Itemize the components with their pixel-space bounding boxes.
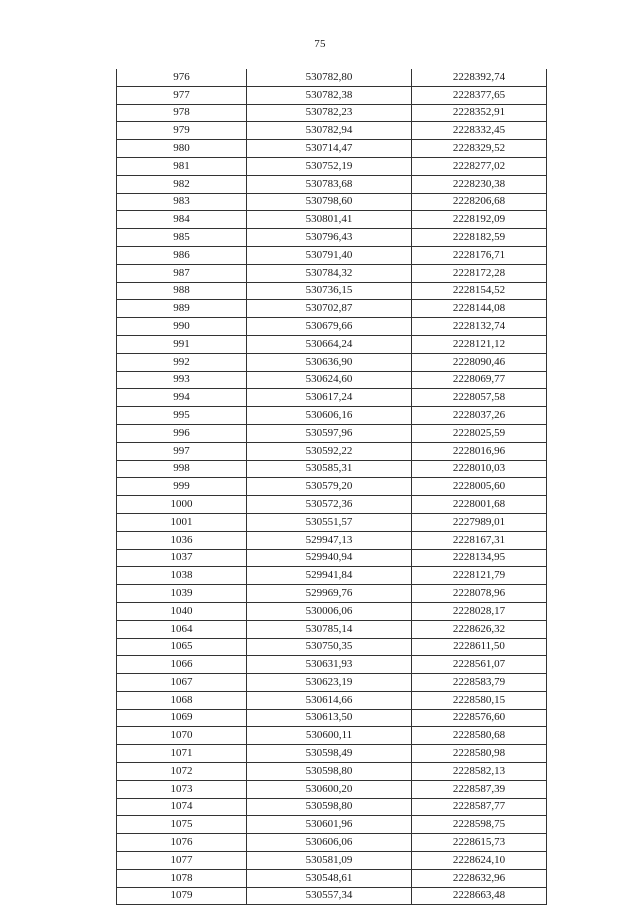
y-coordinate-cell: 2228010,03 (412, 460, 547, 478)
table-row (117, 389, 547, 407)
x-coordinate-cell: 529941,84 (247, 567, 412, 585)
x-coordinate-cell: 530601,96 (247, 816, 412, 834)
y-coordinate-cell: 2228632,96 (412, 869, 547, 887)
table-row (117, 318, 547, 336)
x-coordinate-cell: 530557,34 (247, 887, 412, 905)
x-coordinate-cell: 530679,66 (247, 318, 412, 336)
x-coordinate-cell: 530614,66 (247, 691, 412, 709)
point-number-cell: 1066 (117, 656, 247, 674)
x-coordinate-cell: 530579,20 (247, 478, 412, 496)
y-coordinate-cell: 2228121,79 (412, 567, 547, 585)
table-row (117, 691, 547, 709)
table-row (117, 282, 547, 300)
y-coordinate-cell: 2228277,02 (412, 157, 547, 175)
point-number-cell: 999 (117, 478, 247, 496)
point-number-cell: 1073 (117, 780, 247, 798)
x-coordinate-cell: 530784,32 (247, 264, 412, 282)
y-coordinate-cell: 2228028,17 (412, 602, 547, 620)
table-row (117, 104, 547, 122)
table-row (117, 175, 547, 193)
y-coordinate-cell: 2228206,68 (412, 193, 547, 211)
point-number-cell: 978 (117, 104, 247, 122)
x-coordinate-cell: 530600,20 (247, 780, 412, 798)
point-number-cell: 992 (117, 353, 247, 371)
table-row (117, 478, 547, 496)
y-coordinate-cell: 2228001,68 (412, 496, 547, 514)
table-row (117, 816, 547, 834)
coordinates-table-body (117, 69, 547, 905)
table-row (117, 122, 547, 140)
y-coordinate-cell: 2228598,75 (412, 816, 547, 834)
x-coordinate-cell: 530585,31 (247, 460, 412, 478)
x-coordinate-cell: 530796,43 (247, 229, 412, 247)
point-number-cell: 993 (117, 371, 247, 389)
table-row (117, 869, 547, 887)
x-coordinate-cell: 530783,68 (247, 175, 412, 193)
table-row (117, 513, 547, 531)
point-number-cell: 982 (117, 175, 247, 193)
x-coordinate-cell: 530782,38 (247, 86, 412, 104)
table-row (117, 585, 547, 603)
x-coordinate-cell: 530613,50 (247, 709, 412, 727)
table-row (117, 656, 547, 674)
x-coordinate-cell: 530581,09 (247, 852, 412, 870)
point-number-cell: 996 (117, 424, 247, 442)
y-coordinate-cell: 2228332,45 (412, 122, 547, 140)
point-number-cell: 980 (117, 140, 247, 158)
point-number-cell: 989 (117, 300, 247, 318)
y-coordinate-cell: 2228176,71 (412, 246, 547, 264)
y-coordinate-cell: 2228090,46 (412, 353, 547, 371)
point-number-cell: 1076 (117, 834, 247, 852)
x-coordinate-cell: 530714,47 (247, 140, 412, 158)
point-number-cell: 1037 (117, 549, 247, 567)
y-coordinate-cell: 2228576,60 (412, 709, 547, 727)
point-number-cell: 995 (117, 407, 247, 425)
y-coordinate-cell: 2228037,26 (412, 407, 547, 425)
table-row (117, 157, 547, 175)
point-number-cell: 990 (117, 318, 247, 336)
x-coordinate-cell: 530598,49 (247, 745, 412, 763)
x-coordinate-cell: 530617,24 (247, 389, 412, 407)
table-row (117, 745, 547, 763)
y-coordinate-cell: 2228154,52 (412, 282, 547, 300)
y-coordinate-cell: 2228230,38 (412, 175, 547, 193)
table-row (117, 602, 547, 620)
y-coordinate-cell: 2228078,96 (412, 585, 547, 603)
y-coordinate-cell: 2228615,73 (412, 834, 547, 852)
point-number-cell: 997 (117, 442, 247, 460)
x-coordinate-cell: 529969,76 (247, 585, 412, 603)
x-coordinate-cell: 530785,14 (247, 620, 412, 638)
table-row (117, 86, 547, 104)
x-coordinate-cell: 530736,15 (247, 282, 412, 300)
x-coordinate-cell: 530592,22 (247, 442, 412, 460)
table-row (117, 620, 547, 638)
table-row (117, 140, 547, 158)
y-coordinate-cell: 2228069,77 (412, 371, 547, 389)
y-coordinate-cell: 2228121,12 (412, 335, 547, 353)
x-coordinate-cell: 530750,35 (247, 638, 412, 656)
y-coordinate-cell: 2228182,59 (412, 229, 547, 247)
point-number-cell: 1072 (117, 763, 247, 781)
table-row (117, 852, 547, 870)
x-coordinate-cell: 530624,60 (247, 371, 412, 389)
point-number-cell: 1001 (117, 513, 247, 531)
x-coordinate-cell: 530782,23 (247, 104, 412, 122)
point-number-cell: 994 (117, 389, 247, 407)
x-coordinate-cell: 529947,13 (247, 531, 412, 549)
table-row (117, 496, 547, 514)
x-coordinate-cell: 530606,16 (247, 407, 412, 425)
table-row (117, 567, 547, 585)
point-number-cell: 1036 (117, 531, 247, 549)
y-coordinate-cell: 2228587,77 (412, 798, 547, 816)
table-row (117, 531, 547, 549)
table-row (117, 229, 547, 247)
y-coordinate-cell: 2228580,68 (412, 727, 547, 745)
y-coordinate-cell: 2228392,74 (412, 69, 547, 86)
x-coordinate-cell: 530597,96 (247, 424, 412, 442)
y-coordinate-cell: 2228167,31 (412, 531, 547, 549)
y-coordinate-cell: 2228582,13 (412, 763, 547, 781)
point-number-cell: 1071 (117, 745, 247, 763)
point-number-cell: 988 (117, 282, 247, 300)
table-row (117, 763, 547, 781)
point-number-cell: 1068 (117, 691, 247, 709)
table-row (117, 69, 547, 86)
y-coordinate-cell: 2228025,59 (412, 424, 547, 442)
y-coordinate-cell: 2228587,39 (412, 780, 547, 798)
x-coordinate-cell: 530006,06 (247, 602, 412, 620)
y-coordinate-cell: 2228016,96 (412, 442, 547, 460)
table-row (117, 407, 547, 425)
y-coordinate-cell: 2228144,08 (412, 300, 547, 318)
table-row (117, 424, 547, 442)
x-coordinate-cell: 530548,61 (247, 869, 412, 887)
y-coordinate-cell: 2228005,60 (412, 478, 547, 496)
table-row (117, 834, 547, 852)
table-row (117, 780, 547, 798)
table-row (117, 638, 547, 656)
point-number-cell: 1069 (117, 709, 247, 727)
table-row (117, 674, 547, 692)
y-coordinate-cell: 2228626,32 (412, 620, 547, 638)
y-coordinate-cell: 2228172,28 (412, 264, 547, 282)
table-row (117, 727, 547, 745)
point-number-cell: 983 (117, 193, 247, 211)
y-coordinate-cell: 2228580,15 (412, 691, 547, 709)
y-coordinate-cell: 2228132,74 (412, 318, 547, 336)
x-coordinate-cell: 530572,36 (247, 496, 412, 514)
table-row (117, 371, 547, 389)
table-row (117, 246, 547, 264)
y-coordinate-cell: 2228580,98 (412, 745, 547, 763)
y-coordinate-cell: 2228192,09 (412, 211, 547, 229)
x-coordinate-cell: 530791,40 (247, 246, 412, 264)
point-number-cell: 977 (117, 86, 247, 104)
point-number-cell: 985 (117, 229, 247, 247)
x-coordinate-cell: 530702,87 (247, 300, 412, 318)
x-coordinate-cell: 530664,24 (247, 335, 412, 353)
point-number-cell: 1000 (117, 496, 247, 514)
table-row (117, 709, 547, 727)
point-number-cell: 1039 (117, 585, 247, 603)
table-row (117, 193, 547, 211)
y-coordinate-cell: 2228624,10 (412, 852, 547, 870)
point-number-cell: 1078 (117, 869, 247, 887)
table-row (117, 353, 547, 371)
point-number-cell: 1064 (117, 620, 247, 638)
point-number-cell: 1070 (117, 727, 247, 745)
x-coordinate-cell: 530606,06 (247, 834, 412, 852)
y-coordinate-cell: 2228663,48 (412, 887, 547, 905)
y-coordinate-cell: 2228377,65 (412, 86, 547, 104)
point-number-cell: 998 (117, 460, 247, 478)
x-coordinate-cell: 530782,94 (247, 122, 412, 140)
y-coordinate-cell: 2228611,50 (412, 638, 547, 656)
x-coordinate-cell: 530636,90 (247, 353, 412, 371)
point-number-cell: 976 (117, 69, 247, 86)
x-coordinate-cell: 530801,41 (247, 211, 412, 229)
point-number-cell: 984 (117, 211, 247, 229)
y-coordinate-cell: 2228057,58 (412, 389, 547, 407)
point-number-cell: 986 (117, 246, 247, 264)
point-number-cell: 1075 (117, 816, 247, 834)
x-coordinate-cell: 530782,80 (247, 69, 412, 86)
x-coordinate-cell: 530551,57 (247, 513, 412, 531)
x-coordinate-cell: 530598,80 (247, 798, 412, 816)
x-coordinate-cell: 530631,93 (247, 656, 412, 674)
point-number-cell: 979 (117, 122, 247, 140)
table-row (117, 300, 547, 318)
point-number-cell: 1065 (117, 638, 247, 656)
point-number-cell: 1067 (117, 674, 247, 692)
point-number-cell: 1079 (117, 887, 247, 905)
x-coordinate-cell: 530752,19 (247, 157, 412, 175)
y-coordinate-cell: 2227989,01 (412, 513, 547, 531)
point-number-cell: 1038 (117, 567, 247, 585)
x-coordinate-cell: 529940,94 (247, 549, 412, 567)
table-row (117, 335, 547, 353)
x-coordinate-cell: 530798,60 (247, 193, 412, 211)
coordinates-table (116, 69, 547, 905)
y-coordinate-cell: 2228583,79 (412, 674, 547, 692)
y-coordinate-cell: 2228352,91 (412, 104, 547, 122)
table-row (117, 460, 547, 478)
page-number: 75 (314, 38, 326, 50)
point-number-cell: 987 (117, 264, 247, 282)
point-number-cell: 981 (117, 157, 247, 175)
x-coordinate-cell: 530600,11 (247, 727, 412, 745)
point-number-cell: 1077 (117, 852, 247, 870)
y-coordinate-cell: 2228329,52 (412, 140, 547, 158)
point-number-cell: 1074 (117, 798, 247, 816)
table-row (117, 887, 547, 905)
table-row (117, 442, 547, 460)
y-coordinate-cell: 2228561,07 (412, 656, 547, 674)
point-number-cell: 991 (117, 335, 247, 353)
table-row (117, 549, 547, 567)
table-row (117, 798, 547, 816)
x-coordinate-cell: 530598,80 (247, 763, 412, 781)
table-row (117, 211, 547, 229)
table-row (117, 264, 547, 282)
point-number-cell: 1040 (117, 602, 247, 620)
x-coordinate-cell: 530623,19 (247, 674, 412, 692)
y-coordinate-cell: 2228134,95 (412, 549, 547, 567)
